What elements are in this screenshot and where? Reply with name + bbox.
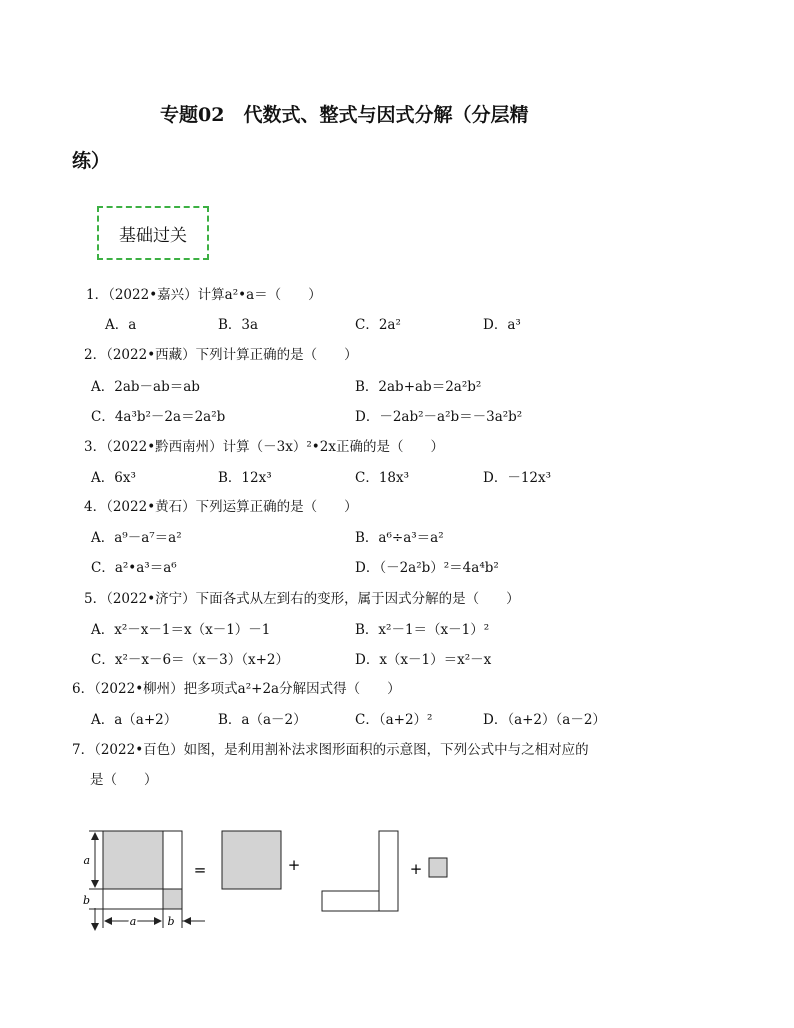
label-b-horizontal: b [167, 915, 175, 928]
question-7: 7．（2022•百色）如图，是利用割补法求图形面积的示意图，下列公式中与之相对应的 [72, 742, 589, 758]
q6-option-b[interactable]: B．a（a－2） [218, 712, 307, 728]
q2-option-c[interactable]: C．4a³b²－2a＝2a²b [91, 409, 226, 425]
q1-option-b[interactable]: B．3a [218, 317, 259, 333]
q2-option-a[interactable]: A．2ab－ab＝ab [91, 379, 200, 395]
l-shape-horizontal [322, 891, 379, 911]
q5-option-d[interactable]: D．x（x－1）＝x²－x [355, 652, 492, 668]
plus-sign-2: + [409, 860, 423, 878]
q6-option-d[interactable]: D．（a+2）（a－2） [483, 712, 606, 728]
q3-option-a[interactable]: A．6x³ [91, 470, 136, 486]
section-badge: 基础过关 [97, 206, 209, 260]
question-6: 6．（2022•柳州）把多项式a²+2a分解因式得（ ） [72, 681, 401, 697]
q4-option-b[interactable]: B．a⁶÷a³＝a² [355, 530, 444, 546]
label-a-horizontal: a [129, 915, 137, 928]
middle-square [222, 831, 281, 889]
question-2: 2．（2022•西藏）下列计算正确的是（ ） [84, 347, 358, 363]
q4-option-c[interactable]: C．a²•a³＝a⁶ [91, 560, 177, 576]
equals-sign: = [193, 861, 207, 879]
q3-option-b[interactable]: B．12x³ [218, 470, 272, 486]
q4-option-a[interactable]: A．a⁹－a⁷＝a² [91, 530, 182, 546]
title-line-2: 练） [72, 150, 111, 172]
label-b-vertical: b [82, 894, 90, 907]
question-1: 1．（2022•嘉兴）计算a²•a＝（ ） [86, 287, 322, 303]
q1-option-d[interactable]: D．a³ [483, 317, 521, 333]
question-5: 5．（2022•济宁）下面各式从左到右的变形，属于因式分解的是（ ） [84, 591, 520, 607]
q5-option-c[interactable]: C．x²－x－6＝（x－3）（x+2） [91, 652, 290, 668]
q5-option-a[interactable]: A．x²－x－1＝x（x－1）－1 [91, 622, 271, 638]
big-square-b-area [163, 889, 182, 909]
plus-sign-1: + [287, 856, 301, 874]
q1-option-c[interactable]: C．2a² [355, 317, 401, 333]
big-square-a-area [103, 831, 163, 889]
q2-option-b[interactable]: B．2ab+ab＝2a²b² [355, 379, 482, 395]
question-4: 4．（2022•黄石）下列运算正确的是（ ） [84, 499, 358, 515]
l-shape-vertical [379, 831, 398, 911]
label-a-vertical: a [83, 854, 90, 867]
q1-option-a[interactable]: A．a [105, 317, 137, 333]
q6-option-c[interactable]: C．（a+2）² [355, 712, 433, 728]
q3-option-c[interactable]: C．18x³ [355, 470, 410, 486]
q2-option-d[interactable]: D．－2ab²－a²b＝－3a²b² [355, 409, 523, 425]
question-1-text: 计算a²•a＝（ ） [197, 287, 322, 303]
small-square [429, 858, 447, 877]
q6-option-a[interactable]: A．a（a+2） [91, 712, 178, 728]
question-3: 3．（2022•黔西南州）计算（－3x）²•2x正确的是（ ） [84, 439, 444, 455]
q3-option-d[interactable]: D．－12x³ [483, 470, 552, 486]
q5-option-b[interactable]: B．x²－1＝（x－1）² [355, 622, 490, 638]
title-line-1: 专题02 代数式、整式与因式分解（分层精 [160, 104, 529, 126]
question-7-line-2: 是（ ） [90, 772, 158, 788]
q4-option-d[interactable]: D．（－2a²b）²＝4a⁴b² [355, 560, 499, 576]
